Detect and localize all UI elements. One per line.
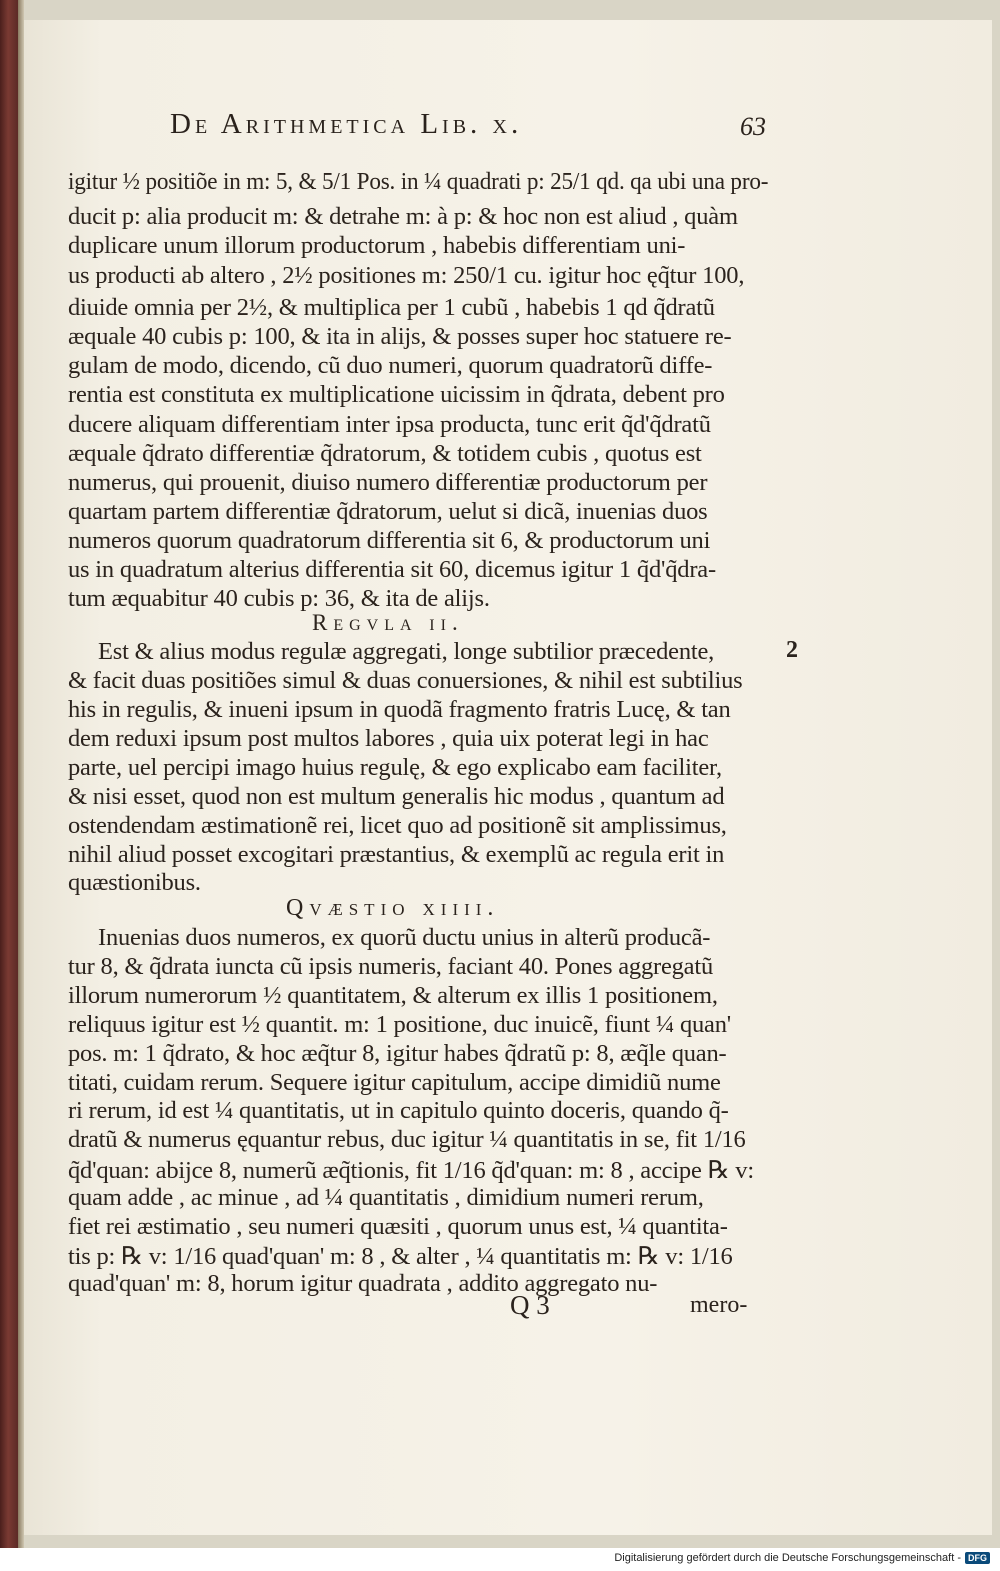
- text-line: duplicare unum illorum productorum , habebis differentiam uni-: [68, 232, 686, 259]
- text-line: ducit p: alia producit m: & detrahe m: à p: & hoc non est aliud , quàm: [68, 203, 738, 230]
- text-line: & nisi esset, quod non est multum generalis hic modus , quantum ad: [68, 783, 725, 810]
- text-line: Inuenias duos numeros, ex quorũ ductu unius in alterũ producã-: [98, 924, 711, 951]
- text-line: diuide omnia per 2½, & multiplica per 1 cubũ , habebis 1 qd q̃dratũ: [68, 294, 715, 321]
- text-line: numeros quorum quadratorum differentia sit 6, & productorum uni: [68, 527, 711, 554]
- dfg-logo: DFG: [965, 1552, 990, 1564]
- text-line: rentia est constituta ex multiplicatione uicissim in q̃drata, debent pro: [68, 381, 725, 408]
- text-line: ri rerum, id est ¼ quantitatis, ut in capitulo quinto doceris, quando q̃-: [68, 1097, 729, 1124]
- text-line: ostendendam æstimationẽ rei, licet quo ad positionẽ sit amplissimus,: [68, 812, 727, 839]
- running-title: De Arithmetica Lib. x.: [170, 108, 523, 140]
- marginal-number: 2: [786, 637, 798, 663]
- text-line: pos. m: 1 q̃drato, & hoc æq̃tur 8, igitur habes q̃dratũ p: 8, æq̃le quan-: [68, 1040, 727, 1067]
- text-line: us producti ab altero , 2½ positiones m: 250/1 cu. igitur hoc ęq̃tur 100,: [68, 262, 745, 289]
- text-line: æquale q̃drato differentiæ q̃dratorum, & totidem cubis , quotus est: [68, 440, 702, 467]
- footer-text: Digitalisierung gefördert durch die Deutsche Forschungsgemeinschaft -: [614, 1552, 961, 1564]
- text-line: reliquus igitur est ½ quantit. m: 1 positione, duc inuicẽ, fiunt ¼ quan': [68, 1011, 731, 1038]
- text-line: tis p: ℞ v: 1/16 quad'quan' m: 8 , & alter , ¼ quantitatis m: ℞ v: 1/16: [68, 1243, 733, 1270]
- text-line: titati, cuidam rerum. Sequere igitur capitulum, accipe dimidiũ nume: [68, 1069, 721, 1096]
- text-line: dem reduxi ipsum post multos labores , quia uix poterat legi in hac: [68, 725, 709, 752]
- footer: [614, 1552, 990, 1564]
- text-line: æquale 40 cubis p: 100, & ita in alijs, & posses super hoc statuere re-: [68, 323, 732, 350]
- text-line: dratũ & numerus ęquantur rebus, duc igitur ¼ quantitatis in se, fit 1/16: [68, 1126, 746, 1153]
- text-line: numerus, qui prouenit, diuiso numero differentiæ productorum per: [68, 469, 708, 496]
- text-line: gulam de modo, dicendo, cũ duo numeri, quorum quadratorũ diffe-: [68, 352, 713, 379]
- text-line: tur 8, & q̃drata iuncta cũ ipsis numeris, faciant 40. Pones aggregatũ: [68, 953, 714, 980]
- text-line: fiet rei æstimatio , seu numeri quæsiti , quorum unus est, ¼ quantita-: [68, 1213, 728, 1240]
- section-heading-regula: Regvla ii.: [312, 610, 464, 635]
- text-line: igitur ½ positiõe in m: 5, & 5/1 Pos. in ¼ quadrati p: 25/1 qd. qa ubi una pro-: [68, 168, 769, 195]
- text-line: his in regulis, & inueni ipsum in quodã fragmento fratris Lucę, & tan: [68, 696, 731, 723]
- text-line: parte, uel percipi imago huius regulę, & ego explicabo eam faciliter,: [68, 754, 722, 781]
- text-line: us in quadratum alterius differentia sit 60, dicemus igitur 1 q̃d'q̃dra-: [68, 556, 716, 583]
- text-line: quæstionibus.: [68, 869, 201, 896]
- text-line: q̃d'quan: abijce 8, numerũ æq̃tionis, fit 1/16 q̃d'quan: m: 8 , accipe ℞ v:: [68, 1157, 754, 1184]
- page-number: 63: [740, 112, 766, 141]
- book-spine: [0, 0, 18, 1548]
- text-line: quam adde , ac minue , ad ¼ quantitatis , dimidium numeri rerum,: [68, 1184, 704, 1211]
- text-line: Est & alius modus regulæ aggregati, longe subtilior præcedente,: [98, 638, 715, 665]
- text-line: quad'quan' m: 8, horum igitur quadrata , addito aggregato nu-: [68, 1270, 658, 1297]
- text-line: & facit duas positiões simul & duas conuersiones, & nihil est subtilius: [68, 667, 743, 694]
- text-line: quartam partem differentiæ q̃dratorum, uelut si dicã, inuenias duos: [68, 498, 708, 525]
- section-heading-quaestio: Qvæstio xiiii.: [286, 895, 500, 921]
- catchword: mero-: [690, 1292, 748, 1318]
- text-line: ducere aliquam differentiam inter ipsa producta, tunc erit q̃d'q̃dratũ: [68, 411, 711, 438]
- text-line: illorum numerorum ½ quantitatem, & alterum ex illis 1 positionem,: [68, 982, 718, 1009]
- text-line: tum æquabitur 40 cubis p: 36, & ita de alijs.: [68, 585, 490, 612]
- text-line: nihil aliud posset excogitari præstantius, & exemplũ ac regula erit in: [68, 841, 725, 868]
- signature-mark: Q 3: [510, 1290, 550, 1320]
